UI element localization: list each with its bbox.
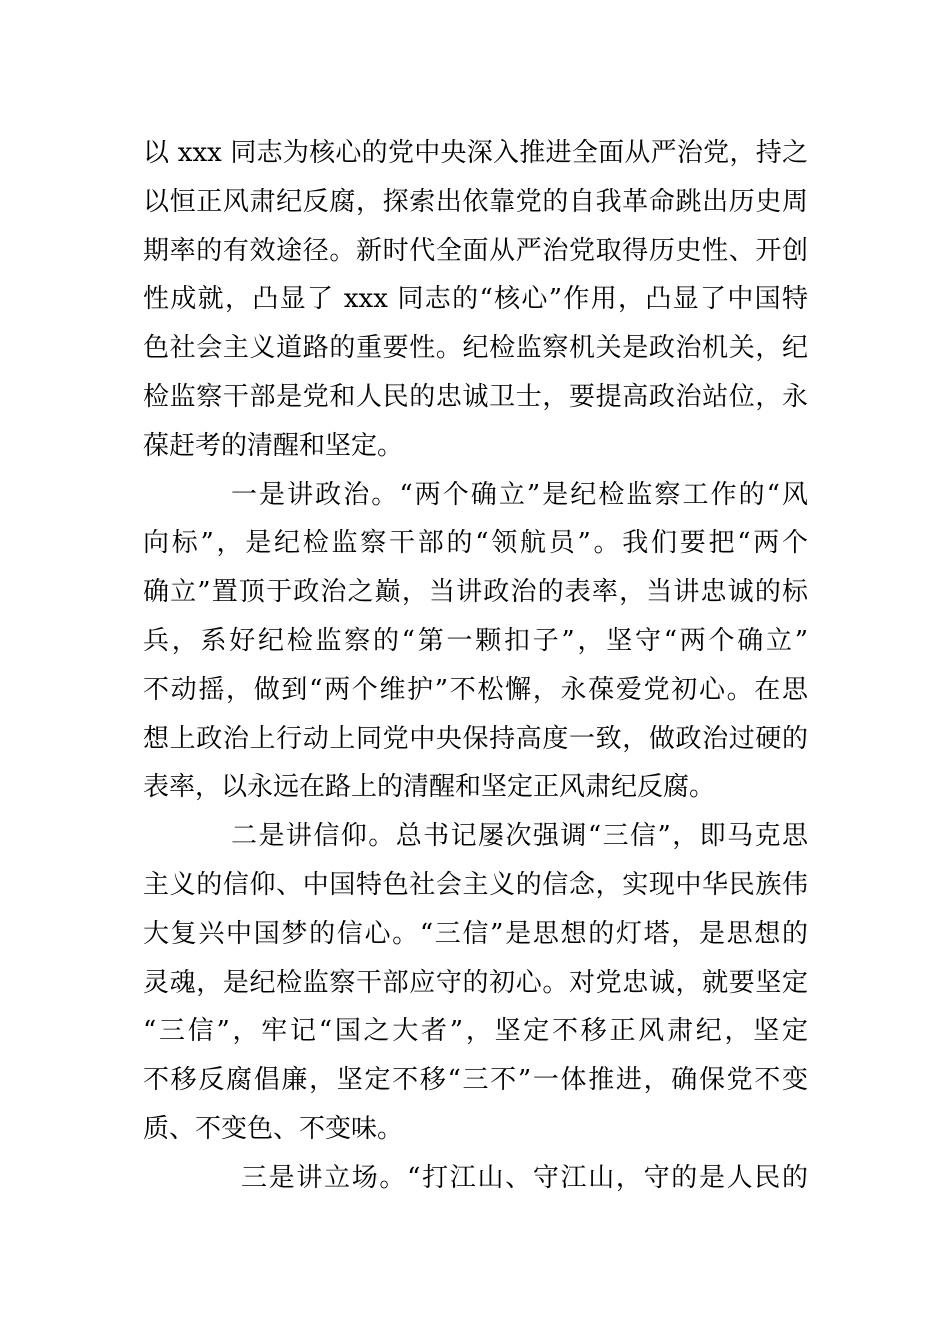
paragraph-first-line: 三是讲立场。“打江山、守江山，守的是人民的	[241, 1162, 808, 1193]
text-line: 质、不变色、不变味。	[143, 1113, 404, 1144]
paragraph-first-line: 一是讲政治。“两个确立”是纪检监察工作的“风	[231, 479, 808, 510]
text-line: 不移反腐倡廉，坚定不移“三不”一体推进，确保党不变	[143, 1065, 808, 1096]
text-line: 葆赶考的清醒和坚定。	[143, 430, 404, 461]
text-line: 兵，系好纪检监察的“第一颗扣子”，坚守“两个确立”	[143, 625, 808, 656]
text-line: 色社会主义道路的重要性。纪检监察机关是政治机关，纪	[143, 333, 808, 364]
text-line: 向标”，是纪检监察干部的“领航员”。我们要把“两个	[143, 528, 808, 559]
text-line: 以 xxx 同志为核心的党中央深入推进全面从严治党，持之	[143, 138, 808, 168]
document-body	[143, 129, 808, 1203]
text-line: 性成就，凸显了 xxx 同志的“核心”作用，凸显了中国特	[143, 284, 808, 315]
text-line: 灵魂，是纪检监察干部应守的初心。对党忠诚，就要坚定	[143, 967, 808, 998]
text-line: 检监察干部是党和人民的忠诚卫士，要提高政治站位，永	[143, 381, 808, 412]
text-line: 表率，以永远在路上的清醒和坚定正风肃纪反腐。	[143, 772, 716, 803]
text-line: 确立”置顶于政治之巅，当讲政治的表率，当讲忠诚的标	[143, 577, 808, 608]
text-line: 不动摇，做到“两个维护”不松懈，永葆爱党初心。在思	[143, 674, 808, 705]
text-line: 想上政治上行动上同党中央保持高度一致，做政治过硬的	[143, 723, 808, 754]
text-line: “三信”，牢记“国之大者”，坚定不移正风肃纪，坚定	[143, 1016, 808, 1047]
text-line: 大复兴中国梦的信心。“三信”是思想的灯塔，是思想的	[143, 918, 808, 949]
paragraph-first-line: 二是讲信仰。总书记屡次强调“三信”，即马克思	[231, 821, 808, 852]
text-line: 以恒正风肃纪反腐，探索出依靠党的自我革命跳出历史周	[143, 186, 808, 217]
text-line: 期率的有效途径。新时代全面从严治党取得历史性、开创	[143, 235, 808, 266]
text-line: 主义的信仰、中国特色社会主义的信念，实现中华民族伟	[143, 869, 808, 900]
